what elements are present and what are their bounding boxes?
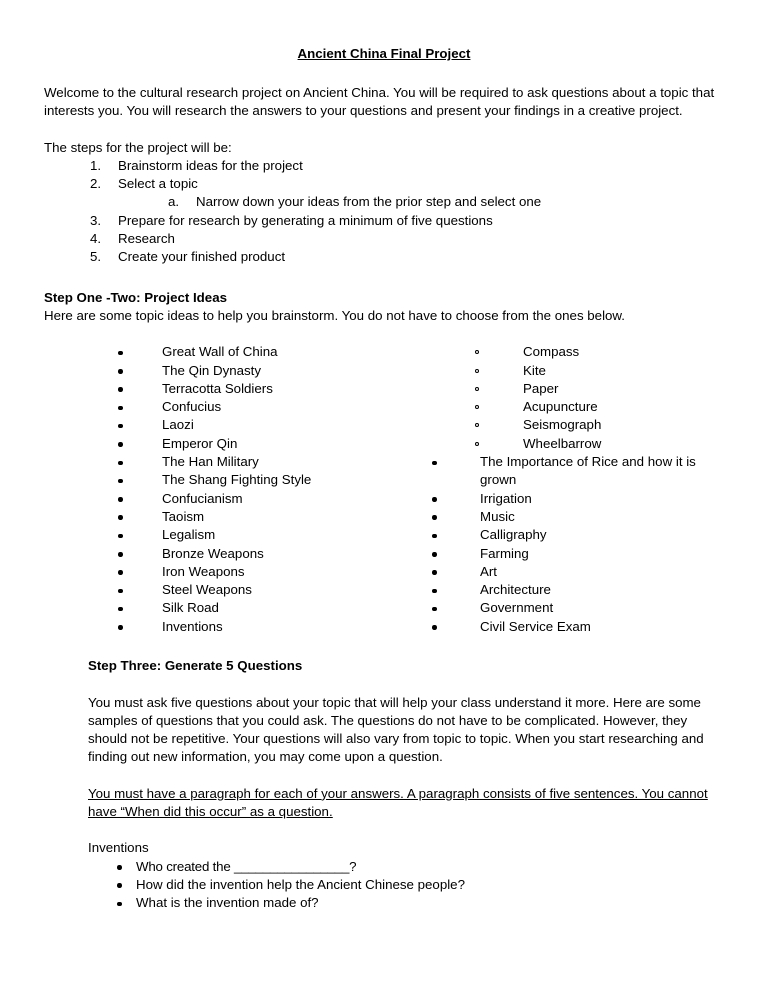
topic-label: Iron Weapons (162, 563, 245, 579)
list-item (432, 343, 732, 361)
list-item (118, 380, 408, 398)
topic-label: Silk Road (162, 600, 219, 616)
list-item (90, 175, 724, 212)
list-item (432, 490, 732, 508)
list-item (118, 508, 408, 526)
project-steps-list (44, 157, 724, 267)
topic-label: The Qin Dynasty (162, 362, 262, 378)
list-item (432, 398, 732, 416)
topic-label: Taoism (162, 508, 205, 524)
list-item (432, 599, 732, 617)
step-one-two-heading: Step One -Two: Project Ideas (44, 289, 227, 305)
list-item (118, 545, 408, 563)
topic-label: The Importance of Rice and how it is grown (480, 454, 696, 488)
topic-label: Farming (480, 545, 529, 561)
topic-label: Compass (523, 344, 580, 360)
list-item (90, 248, 724, 266)
list-item (168, 193, 724, 211)
topic-column-left (118, 343, 408, 636)
step-three-heading: Step Three: Generate 5 Questions (88, 658, 303, 674)
step-one-two-lead: Here are some topic ideas to help you brainstorm. You do not have to choose from the ones below. (44, 307, 625, 323)
step-three-paragraph: You must ask five questions about your topic that will help your class understand it more. Here are some samples of questions that you could ask. The questions do not have to be complicated. However, they should not be repetitive. Your questions will also vary from topic to topic. When you start researching and finding out new information, you may come upon a question. (88, 694, 704, 765)
topic-label: Wheelbarrow (523, 435, 602, 451)
list-item (90, 230, 724, 248)
list-item (118, 618, 408, 636)
topic-label: Inventions (162, 618, 223, 634)
list-item (432, 453, 732, 490)
topic-list-right (432, 343, 732, 636)
list-item (118, 581, 408, 599)
step-label: Research (118, 231, 175, 247)
list-item (432, 380, 732, 398)
topic-label: Steel Weapons (162, 582, 252, 598)
topic-label: Seismograph (523, 417, 602, 433)
list-item (432, 526, 732, 544)
list-item (118, 343, 408, 361)
list-item (118, 362, 408, 380)
topic-column-right (432, 343, 732, 636)
step-three-emphasis (88, 785, 724, 822)
topic-label: Great Wall of China (162, 344, 278, 360)
step-label: Prepare for research by generating a minimum of five questions (118, 212, 493, 228)
step-label: Select a topic (118, 176, 198, 192)
topic-label: Bronze Weapons (162, 545, 264, 561)
list-item (432, 581, 732, 599)
topic-label: Acupuncture (523, 399, 598, 415)
list-item (90, 157, 724, 175)
question-label: What is the invention made of? (136, 895, 319, 911)
step-three-section (88, 657, 724, 912)
step-label: Brainstorm ideas for the project (118, 157, 303, 173)
step-label: Create your finished product (118, 249, 286, 265)
list-item (432, 545, 732, 563)
list-item (118, 599, 408, 617)
topic-label: Emperor Qin (162, 435, 238, 451)
list-item (118, 416, 408, 434)
example-questions-list (88, 858, 724, 913)
topic-list-left (118, 343, 408, 636)
steps-lead: The steps for the project will be: (44, 139, 232, 155)
topic-label: Architecture (480, 582, 551, 598)
list-item (118, 490, 408, 508)
example-topic-heading: Inventions (88, 840, 149, 856)
list-item (432, 416, 732, 434)
list-item (432, 563, 732, 581)
topic-label: Confucius (162, 399, 222, 415)
list-item (118, 526, 408, 544)
topic-label: Paper (523, 380, 559, 396)
intro-paragraph: Welcome to the cultural research project on Ancient China. You will be required to ask questions about a topic that interests you. You will research the answers to your questions and present your findings in a creative project. (44, 85, 715, 119)
page-title-text: Ancient China Final Project (297, 46, 471, 61)
project-sub-steps-list (118, 193, 724, 211)
list-item (432, 362, 732, 380)
list-item (432, 435, 732, 453)
topic-label: Legalism (162, 527, 216, 543)
question-label: Who created the ________________? (136, 858, 357, 874)
topic-label: Irrigation (480, 490, 532, 506)
question-label: How did the invention help the Ancient Chinese people? (136, 876, 465, 892)
topic-label: Art (480, 563, 497, 579)
topic-label: Terracotta Soldiers (162, 380, 273, 396)
list-item (118, 453, 408, 471)
topic-label: The Shang Fighting Style (162, 472, 312, 488)
topic-ideas-columns (44, 343, 724, 639)
list-item (118, 398, 408, 416)
list-item (117, 876, 724, 894)
list-item (117, 858, 724, 876)
list-item (118, 563, 408, 581)
sub-step-label: Narrow down your ideas from the prior step and select one (196, 194, 542, 210)
step-three-emphasis-text: You must have a paragraph for each of your answers. A paragraph consists of five sentences. You cannot have “When did this occur” as a question. (88, 785, 708, 820)
page-title (44, 0, 724, 63)
list-item (432, 508, 732, 526)
topic-label: Government (480, 600, 554, 616)
list-item (90, 212, 724, 230)
topic-label: Civil Service Exam (480, 618, 591, 634)
topic-label: The Han Military (162, 454, 259, 470)
topic-label: Confucianism (162, 490, 243, 506)
topic-label: Kite (523, 362, 546, 378)
topic-label: Calligraphy (480, 527, 547, 543)
topic-label: Music (480, 508, 515, 524)
list-item (432, 618, 732, 636)
list-item (117, 894, 724, 912)
topic-label: Laozi (162, 417, 194, 433)
list-item (118, 435, 408, 453)
list-item (118, 471, 408, 489)
